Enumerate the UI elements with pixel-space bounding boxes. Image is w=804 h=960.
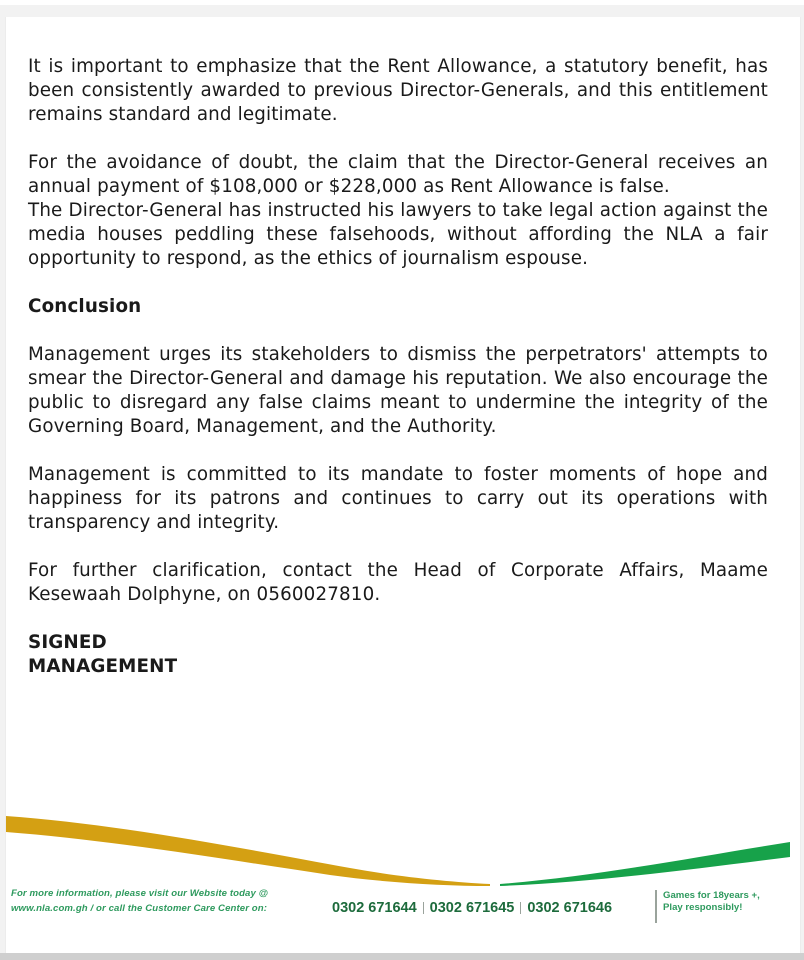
top-border [0,0,804,5]
press-release-body [28,55,768,679]
customer-care-phones [332,900,612,916]
responsible-gaming-note [655,890,760,923]
gold-swoosh [6,816,490,886]
bottom-border [0,953,804,960]
phone-number: 0302 671644 [332,900,417,916]
paragraph-stakeholders: Management urges its stakeholders to dismiss the perpetrators' attempts to smear the Director-General and damage his reputation. We also encourage the public to disregard any false claims meant to undermine the integrity of the Governing Board, Management, and the Authority. [28,344,768,437]
green-swoosh [500,842,790,886]
footer-info [11,886,311,916]
conclusion-heading: Conclusion [28,296,142,317]
paragraph-avoidance-of-doubt: For the avoidance of doubt, the claim that the Director-General receives an annual payment of $108,000 or $228,000 as Rent Allowance is false. [28,152,768,197]
footer-wave-decoration [0,780,804,890]
signed-label: SIGNED [28,632,107,653]
phone-separator [520,902,521,914]
phone-number: 0302 671646 [527,900,613,916]
phone-number: 0302 671645 [429,900,515,916]
paragraph-mandate: Management is committed to its mandate to foster moments of hope and happiness for its patrons and continues to carry out its operations with transparency and integrity. [28,464,768,533]
age-note-line-1: Games for 18years +, [663,890,760,901]
paragraph-legal-action: The Director-General has instructed his lawyers to take legal action against the media houses peddling these falsehoods, without affording the NLA a fair opportunity to respond, as the ethics of journalism espouse. [28,200,768,269]
footer-website-line: www.nla.com.gh / or call the Customer Care Center on: [11,903,268,914]
phone-separator [423,902,424,914]
footer-info-line-1: For more information, please visit our Website today @ [11,888,269,899]
management-label: MANAGEMENT [28,656,178,677]
age-note-line-2: Play responsibly! [663,902,743,913]
paragraph-contact: For further clarification, contact the Head of Corporate Affairs, Maame Kesewaah Dolphyne, on 0560027810. [28,560,768,605]
paragraph-rent-allowance: It is important to emphasize that the Rent Allowance, a statutory benefit, has been consistently awarded to previous Director-Generals, and this entitlement remains standard and legitimate. [28,56,768,125]
